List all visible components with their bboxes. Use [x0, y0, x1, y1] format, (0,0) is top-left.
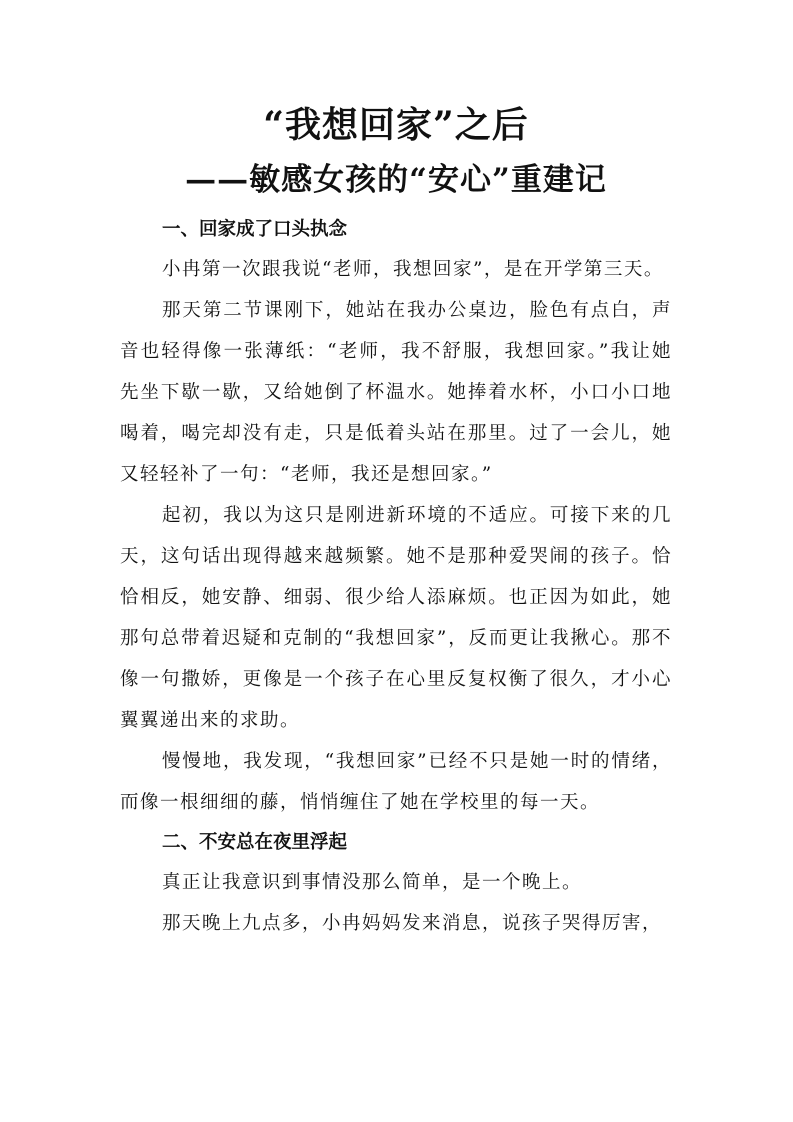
section-heading-1: 一、回家成了口头执念 [162, 219, 348, 240]
section-heading-2: 二、不安总在夜里浮起 [162, 832, 348, 853]
paragraph: 真正让我意识到事情没那么简单，是一个晚上。 [162, 872, 583, 893]
paragraph: 小冉第一次跟我说“老师，我想回家”，是在开学第三天。 [162, 259, 664, 280]
document-body [120, 96, 672, 944]
paragraph: 那天晚上九点多，小冉妈妈发来消息，说孩子哭得厉害， [162, 913, 663, 934]
paragraph: 慢慢地，我发现，“我想回家”已经不只是她一时的情绪，而像一根细细的藤，悄悄缠住了她在学校里的每一天。 [120, 751, 672, 813]
paragraph: 那天第二节课刚下，她站在我办公桌边，脸色有点白，声音也轻得像一张薄纸：“老师，我不舒服，我想回家。”我让她先坐下歇一歇，又给她倒了杯温水。她捧着水杯，小口小口地喝着，喝完却没有走，只是低着头站在那里。过了一会儿，她又轻轻补了一句：“老师，我还是想回家。” [120, 300, 672, 485]
document-title: “我想回家”之后 [263, 104, 529, 146]
document-subtitle: ——敏感女孩的“安心”重建记 [185, 162, 607, 198]
paragraph: 起初，我以为这只是刚进新环境的不适应。可接下来的几天，这句话出现得越来越频繁。她不是那种爱哭闹的孩子。恰恰相反，她安静、细弱、很少给人添麻烦。也正因为如此，她那句总带着迟疑和克制的“我想回家”，反而更让我揪心。那不像一句撒娇，更像是一个孩子在心里反复权衡了很久，才小心翼翼递出来的求助。 [120, 505, 672, 731]
